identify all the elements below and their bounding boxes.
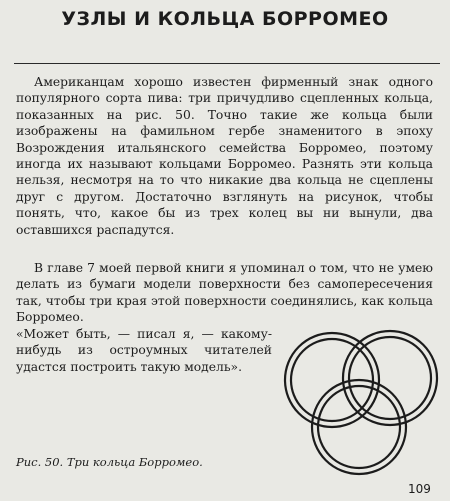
page-title: УЗЛЫ И КОЛЬЦА БОРРОМЕО bbox=[61, 8, 389, 30]
paragraph-1: Американцам хорошо известен фирменный знак одного популярного сорта пива: три причудливо сцепленных кольца, показанных на рис. 50. Точно такие же кольца были изображены на фамильном гербе знаменитого в эпоху Возрождения итальянского семейства Борромео, поэтому иногда их называют кольцами Борромео. Разнять эти кольца нельзя, несмотря на то что никакие два кольца не сцеплены друг с другом. Достаточно взглянуть на рисунок, чтобы понять, что, какое бы из трех колец вы ни вынули, два оставшихся распадутся. bbox=[16, 75, 433, 237]
ring-right-outer bbox=[343, 331, 437, 425]
page-number: 109 bbox=[408, 482, 431, 496]
title-rule bbox=[14, 63, 440, 64]
paragraph-3: «Может быть, — писал я, — какому-нибудь из остроумных читателей удастся построить такую модель». bbox=[16, 327, 272, 374]
borromean-rings-figure bbox=[280, 320, 446, 478]
figure-caption: Рис. 50. Три кольца Борромео. bbox=[16, 455, 203, 469]
paragraph-2: В главе 7 моей первой книги я упоминал о том, что не умею делать из бумаги модели поверхности без самопересечения так, чтобы три края этой поверхности соединялись, как кольца Борромео. bbox=[16, 261, 433, 325]
ring-right-inner bbox=[349, 337, 431, 419]
